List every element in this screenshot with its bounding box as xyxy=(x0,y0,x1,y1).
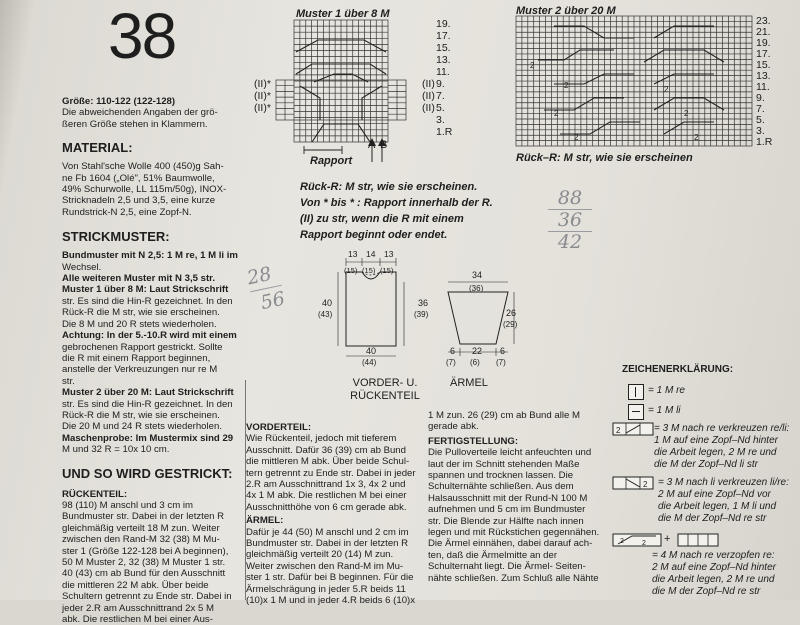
ii-marker: (II)* xyxy=(254,90,271,102)
ruecken-line: Schultern getrennt zu Ende str. Dabei in xyxy=(62,591,232,603)
middle-column xyxy=(246,422,424,607)
strick-line: Alle weiteren Muster mit N 3,5 str. xyxy=(62,273,216,285)
ii-marker: (II) xyxy=(422,78,435,90)
ruecken-line: 98 (110) M anschl und 3 cm im xyxy=(62,499,193,511)
aermel-line: (10)x 1 M und in jeder 4.R beids 6 (10)x xyxy=(246,595,416,607)
row-number: 3. xyxy=(756,125,765,137)
fertig-line: aufnehmen und 5 cm im Bundmuster xyxy=(428,504,586,516)
size-line: Größe: 110-122 (122-128) xyxy=(62,96,176,107)
body-label xyxy=(340,377,430,403)
body-top-dim: 14 xyxy=(366,249,376,259)
fertig-line: str. Die Blende zur Hälfte nach innen xyxy=(428,515,584,527)
strick-line: Maschenprobe: Im Mustermix sind 29 xyxy=(62,432,234,444)
ruecken-line: 50 M Muster 2, 32 (38) M Muster 1 str. xyxy=(62,557,226,568)
chart-notes xyxy=(300,179,560,243)
row-number: 1.R xyxy=(436,126,453,138)
body-height-right: 36 xyxy=(418,298,429,308)
strick-line: str. Es sind die Hin-R gezeichnet. In den xyxy=(62,295,233,307)
ii-marker: (II) xyxy=(422,102,435,114)
strick-line: gebrochenen Rapport gestrickt. Sollte xyxy=(62,341,223,353)
ii-marker: (II)* xyxy=(254,78,271,90)
fertig-line: Die Ärmel einnähen, dabei darauf ach- xyxy=(428,538,593,550)
legend-line: die Arbeit legen, 1 M li und xyxy=(658,501,777,512)
muster2-title: Muster 2 über 20 M xyxy=(516,5,616,17)
b-label: B xyxy=(380,139,388,151)
strick-line: die R mit einem Rapport beginnen, xyxy=(62,352,211,364)
legend-cable-four xyxy=(652,550,776,598)
ruecken-line: abk. Die restlichen M bei einer Aus- xyxy=(62,614,213,625)
strick-line: Achtung: In der 5.-10.R wird mit einem xyxy=(62,330,237,342)
sleeve-bottom-dim-alt: (7) xyxy=(446,358,456,367)
strickmuster-heading: STRICKMUSTER: xyxy=(62,229,170,245)
body-height-left: 40 xyxy=(322,298,333,308)
row-number: 9. xyxy=(756,92,765,104)
right-column xyxy=(428,410,608,584)
material-line: Rundstrick-N 2,5, eine Zopf-N. xyxy=(62,206,192,218)
legend-line: 1 M auf eine Zopf–Nd hinter xyxy=(654,435,778,446)
ii-marker: (II) xyxy=(422,90,435,102)
strick-line: Muster 2 über 20 M: Laut Strickschrift xyxy=(62,387,234,399)
aermel-line: Bundmuster str. Dabei in der letzten R xyxy=(246,538,409,550)
sleeve-bottom-dim: 22 xyxy=(472,346,483,356)
body-top-dim-alt: (15) xyxy=(344,266,358,275)
row-number: 11. xyxy=(756,81,770,93)
a-label: A xyxy=(368,139,376,151)
legend-purl: = 1 M li xyxy=(648,405,681,416)
size-note-1: Die abweichenden Angaben der grö- xyxy=(62,107,218,119)
pencil-number: 28 xyxy=(245,262,274,290)
legend-cross-left xyxy=(658,477,789,525)
note-line: (II) zu str, wenn die R mit einem xyxy=(300,213,464,225)
material-line: Von Stahl'sche Wolle 400 (450)g Sah- xyxy=(62,161,224,173)
vorder-line: 2.R am Ausschnittrand 1x 3, 4x 2 und xyxy=(246,479,406,491)
fertig-line: Schulternähte schließen. Aus dem xyxy=(428,481,574,493)
aermel-line: ster 1 str. Dafür bei B beginnen. Für die xyxy=(246,572,414,584)
row-number: 17. xyxy=(436,30,451,42)
body-width: 40 xyxy=(366,346,377,356)
row-number: 21. xyxy=(756,26,771,38)
row-number: 3. xyxy=(436,114,445,126)
cross-right-symbol-icon xyxy=(612,422,654,436)
row-number: 9. xyxy=(436,78,445,90)
vorder-line: Ausschnitt. Dafür 36 (39) cm ab Bund xyxy=(246,444,406,456)
cable-digit: 2 xyxy=(530,61,535,70)
sleeve-top-width: 34 xyxy=(472,270,483,280)
legend-knit: = 1 M re xyxy=(648,385,685,396)
ruecken-line: Bundmuster str. Dabei in der letzten R xyxy=(62,511,225,523)
sleeve-top-width-alt: (36) xyxy=(469,284,484,293)
legend-line: = 3 M nach li verkreuzen li/re: xyxy=(658,477,789,488)
sleeve-bottom-dim-alt: (6) xyxy=(470,358,480,367)
symbol-digit: 2 xyxy=(643,480,648,489)
cable-digit: 2 xyxy=(574,133,579,142)
strick-line: M und 32 R = 10x 10 cm. xyxy=(62,444,170,456)
symbol-digit: 2 xyxy=(620,538,624,545)
sleeve-height: 26 xyxy=(506,308,517,318)
legend-plus: + xyxy=(664,533,671,545)
body-width-alt: (44) xyxy=(362,358,377,367)
fertig-line: Schulternaht liegt. Die Ärmel- Seiten- xyxy=(428,561,586,573)
fertig-line: ten, daß die Ärmelmitte an der xyxy=(428,549,558,561)
row-number: 11. xyxy=(436,66,450,78)
cable-digit: 2 xyxy=(554,109,559,118)
aermel-heading: ÄRMEL: xyxy=(246,515,284,527)
vorder-line: tern getrennt zu Ende str. Dabei in jeder xyxy=(246,467,416,479)
ruecken-line: ster 1 (Größe 122-128 bei A beginnen), xyxy=(62,545,229,557)
pencil-number: 56 xyxy=(250,285,287,318)
pencil-number: 88 xyxy=(557,187,583,209)
ii-marker: (II)* xyxy=(254,102,271,114)
pencil-number: 42 xyxy=(548,231,592,253)
cable-digit: 2 xyxy=(684,109,689,118)
sleeve-bottom-dim-alt: (7) xyxy=(496,358,506,367)
cable-digit: 2 xyxy=(664,85,669,94)
body-height-left-alt: (43) xyxy=(318,310,333,319)
legend-line: 2 M auf eine Zopf–Nd vor xyxy=(658,489,771,500)
note-line: Von * bis * : Rapport innerhalb der R. xyxy=(300,197,493,209)
vorder-line: 4x 1 M abk. Die restlichen M bei einer xyxy=(246,490,407,502)
legend-line: die M der Zopf–Nd re str xyxy=(652,586,761,597)
body-height-right-alt: (39) xyxy=(414,310,429,319)
strick-line: anstelle der Verkreuzungen nur re M xyxy=(62,364,218,376)
row-number: 5. xyxy=(756,114,765,126)
vorderteil-heading: VORDERTEIL: xyxy=(246,422,312,433)
cross-left-symbol-icon xyxy=(612,476,654,490)
page-number: 38 xyxy=(108,0,176,72)
vorder-line: die mittleren M abk. Über beide Schul- xyxy=(246,456,410,468)
sleeve-height-alt: (29) xyxy=(503,320,518,329)
body-top-dim-alt: (15) xyxy=(362,266,376,275)
aermel-line: gleichmäßig verteilt 20 (14) M zun. xyxy=(246,549,394,561)
row-number: 1.R xyxy=(756,136,773,148)
muster2-caption: Rück–R: M str, wie sie erscheinen xyxy=(516,152,693,164)
vorder-line: Wie Rückenteil, jedoch mit tieferem xyxy=(246,433,397,445)
handwritten-top xyxy=(548,188,592,253)
row-number: 17. xyxy=(756,48,771,60)
strick-line: str. Es sind die Hin-R gezeichnet. In den xyxy=(62,398,233,410)
symbol-digit: 2 xyxy=(616,426,621,435)
strickmuster-text xyxy=(62,250,244,455)
strick-line: Die 8 M und 20 R stets wiederholen. xyxy=(62,318,217,330)
legend-line: die M der Zopf–Nd re str xyxy=(658,513,767,524)
material-line: Stricknadeln 2,5 und 3,5, eine kurze xyxy=(62,195,216,207)
material-text xyxy=(62,161,244,218)
row-number: 7. xyxy=(756,103,765,115)
sleeve-bottom-dim: 6 xyxy=(500,346,506,356)
fertig-line: spannen und trocknen lassen. Die xyxy=(428,470,574,482)
fertig-line: nähte schließen. Zum Schluß alle Nähte xyxy=(428,572,599,584)
strick-line: str. xyxy=(62,375,75,387)
rapport-label: Rapport xyxy=(310,155,353,167)
legend-line: 2 M auf eine Zopf–Nd hinter xyxy=(652,562,776,573)
row-number: 13. xyxy=(756,70,771,82)
row-number: 13. xyxy=(436,54,451,66)
strick-line: Die 20 M und 24 R stets wiederholen. xyxy=(62,421,222,433)
intro-line: 1 M zun. 26 (29) cm ab Bund alle M xyxy=(428,410,580,421)
fertig-line: legen und mit Rückstichen gegennähen. xyxy=(428,527,600,539)
knit-symbol-icon xyxy=(628,384,644,400)
fertig-line: laut der im Schnitt stehenden Maße xyxy=(428,458,580,470)
legend-line: = 4 M nach re verzopfen re: xyxy=(652,550,775,561)
rueckenteil-heading: RÜCKENTEIL: xyxy=(62,488,128,500)
note-line: Rück-R: M str, wie sie erscheinen. xyxy=(300,181,478,193)
purl-symbol-icon xyxy=(628,404,644,420)
left-column xyxy=(62,96,244,625)
rueckenteil-text xyxy=(62,500,244,625)
strick-line: Wechsel. xyxy=(62,261,102,273)
legend-heading: ZEICHENERKLÄRUNG: xyxy=(622,364,734,375)
row-number: 19. xyxy=(436,18,451,30)
strick-line: Bundmuster mit N 2,5: 1 M re, 1 M li im xyxy=(62,250,238,262)
ruecken-line: die mittleren 22 M abk. Über beide xyxy=(62,579,209,591)
handwritten-left xyxy=(245,259,288,318)
row-number: 15. xyxy=(756,59,771,71)
material-line: 49% Schurwolle, LL 115m/50g), INOX- xyxy=(62,184,227,196)
muster2-chart xyxy=(514,14,754,154)
aermel-line: Weiter zwischen den Rand-M im Mu- xyxy=(246,560,404,572)
legend-line: = 3 M nach re verkreuzen re/li: xyxy=(654,423,790,434)
intro-line: gerade abk. xyxy=(428,421,479,433)
row-number: 7. xyxy=(436,90,445,102)
body-top-dim-alt: (15) xyxy=(380,266,394,275)
fertig-line: Halsausschnitt mit der Rund-N 100 M xyxy=(428,492,588,504)
material-heading: MATERIAL: xyxy=(62,140,133,156)
legend-cross-right xyxy=(654,423,789,471)
ruecken-line: gleichmäßig verteilt 18 M zun. Weiter xyxy=(62,522,220,534)
row-number: 23. xyxy=(756,15,771,27)
gestrickt-heading: UND SO WIRD GESTRICKT: xyxy=(62,465,233,481)
vorder-line: Ausschnitthöhe von 6 cm gerade abk. xyxy=(246,501,407,513)
symbol-digit: 2 xyxy=(642,540,646,547)
fertig-line: Die Pulloverteile leicht anfeuchten und xyxy=(428,447,592,459)
legend-line: die M der Zopf–Nd li str xyxy=(654,459,758,470)
body-top-dim: 13 xyxy=(348,249,358,259)
legend-line: die Arbeit legen, 2 M re und xyxy=(654,447,777,458)
row-number: 15. xyxy=(436,42,451,54)
body-label-line: RÜCKENTEIL xyxy=(350,390,420,402)
pencil-number: 36 xyxy=(548,209,592,231)
body-label-line: VORDER- U. xyxy=(352,377,418,389)
size-note-2: ßeren Größe stehen in Klammern. xyxy=(62,118,208,130)
strick-line: Muster 1 über 8 M: Laut Strickschrift xyxy=(62,284,229,296)
ruecken-line: zwischen den Rand-M 32 (38) M Mu- xyxy=(62,534,220,546)
cable-digit: 2 xyxy=(564,81,569,90)
legend-line: die Arbeit legen, 2 M re und xyxy=(652,574,775,585)
fertig-heading: FERTIGSTELLUNG: xyxy=(428,435,519,447)
aermel-line: Ärmelschrägung in jeder 5.R beids 11 xyxy=(246,583,406,595)
sleeve-bottom-dim: 6 xyxy=(450,346,456,356)
material-line: ne Fb 1604 („Olé", 51% Baumwolle, xyxy=(62,172,215,184)
sleeve-label: ÄRMEL xyxy=(450,377,488,389)
strick-line: Rück-R die M str, wie sie erscheinen. xyxy=(62,409,220,421)
muster1-title: Muster 1 über 8 M xyxy=(296,8,390,20)
body-top-dim: 13 xyxy=(384,249,394,259)
ruecken-line: 40 (43) cm ab Bund für den Ausschnitt xyxy=(62,568,226,580)
row-number: 5. xyxy=(436,102,445,114)
row-number: 19. xyxy=(756,37,771,49)
aermel-line: Dafür je 44 (50) M anschl und 2 cm im xyxy=(246,526,409,538)
cable-digit: 2 xyxy=(694,133,699,142)
strick-line: Rück-R die M str, wie sie erscheinen. xyxy=(62,307,220,319)
ruecken-line: jeder 2.R am Ausschnittrand 2x 5 M xyxy=(62,602,214,614)
note-line: Rapport beginnt oder endet. xyxy=(300,229,448,241)
